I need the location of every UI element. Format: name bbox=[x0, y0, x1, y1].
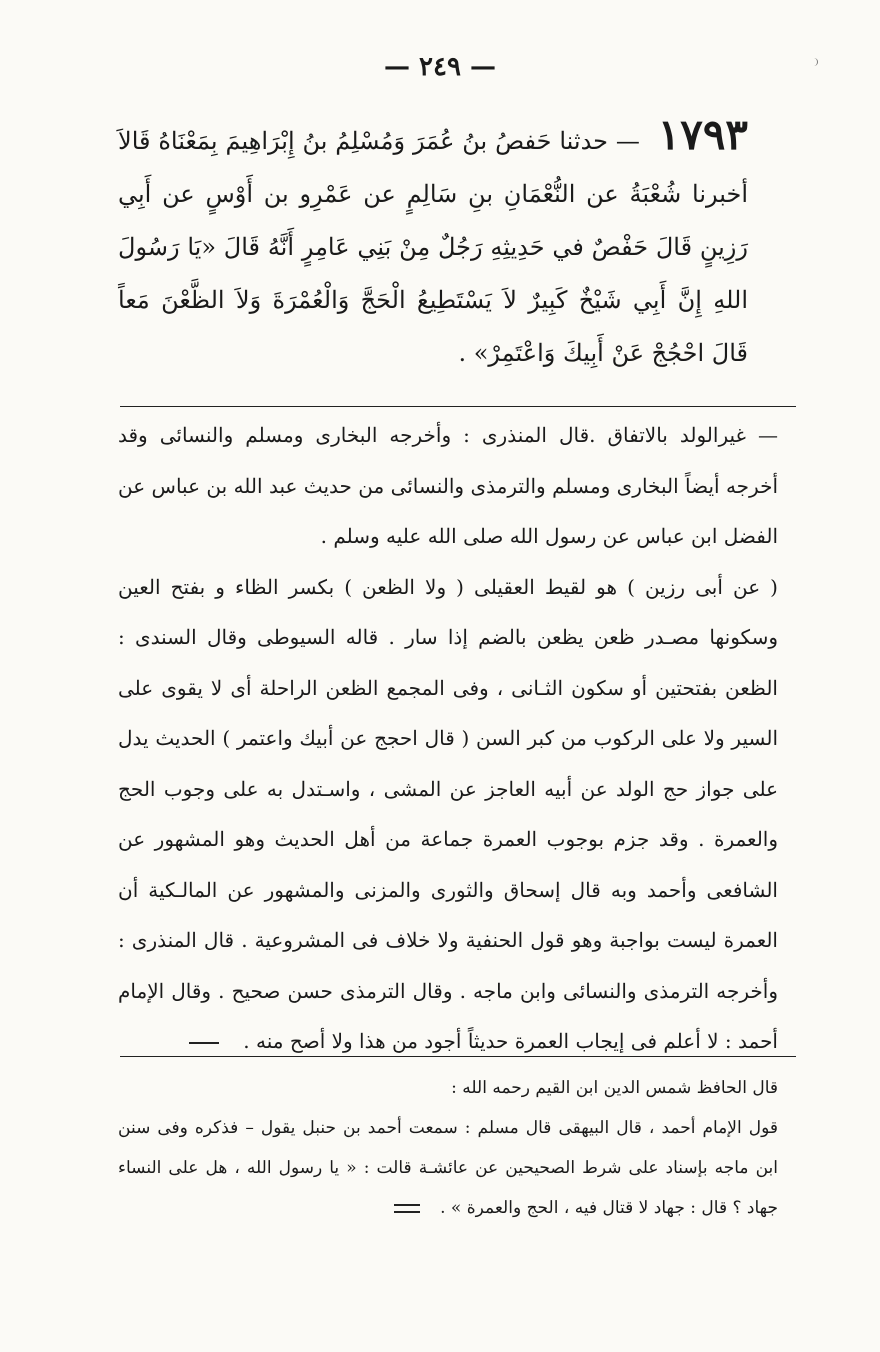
commentary-block bbox=[118, 410, 778, 1067]
end-double-rule bbox=[394, 1204, 420, 1213]
commentary-paragraph-2-text: ( عن أبى رزين ) هو لقيط العقيلى ( ولا الظعن ) بكسر الظاء و بفتح العين وسكونها مصـدر ظعن يظعن بالضم إذا سار . قاله السيوطى وقال السندى : الظعن بفتحتين أو سكون الثـانى ، وفى المجمع الظعن الراحلة أى لا يقوى على السير ولا على الركوب من كبر السن ( قال احجج عن أبيك واعتمر ) الحديث يدل على جواز حج الولد عن أبيه العاجز عن المشى ، واسـتدل به على وجوب الحج والعمرة . وقد جزم بوجوب العمرة جماعة من أهل الحديث وهو المشهور عن الشافعى وأحمد وبه قال إسحاق والثورى والمزنى والمشهور عن المالـكية أن العمرة ليست بواجبة وهو قول الحنفية ولا خلاف فى المشروعية . قال المنذرى : وأخرجه الترمذى والنسائى وابن ماجه . وقال الترمذى حسن صحيح . وقال الإمام أحمد : لا أعلم فى إيجاب العمرة حديثاً أجود من هذا ولا أصح منه . bbox=[118, 574, 778, 1053]
separator-rule-bottom bbox=[120, 1056, 796, 1057]
hadith-text: — حدثنا حَفصُ بنُ عُمَرَ وَمُسْلِمُ بنُ إِبْرَاهِيمَ بِمَعْنَاهُ قَالاَ أخبرنا شُعْبَةُ عن النُّعْمَانِ بنِ سَالِمٍ عن عَمْرِو بن أَوْسٍ عن أَبِي رَزِينٍ قَالَ حَفْصٌ في حَدِيثِهِ رَجُلٌ مِنْ بَنِي عَامِرٍ أَنَّهُ قَالَ «يَا رَسُولَ اللهِ إِنَّ أَبِي شَيْخٌ كَبِيرٌ لاَ يَسْتَطِيعُ الْحَجَّ وَالْعُمْرَةَ وَلاَ الظَّعْنَ مَعاً قَالَ احْجُجْ عَنْ أَبِيكَ وَاعْتَمِرْ» . bbox=[118, 127, 748, 367]
separator-rule-top bbox=[120, 406, 796, 407]
commentary-paragraph-1: — غيرالولد بالاتفاق .قال المنذرى : وأخرجه البخارى ومسلم والنسائى وقد أخرجه أيضاً البخارى ومسلم والترمذى والنسائى من حديث عبد الله بن عباس عن الفضل ابن عباس عن رسول الله صلى الله عليه وسلم . bbox=[118, 423, 778, 548]
hadith-block bbox=[118, 108, 748, 380]
addendum-paragraph-text: قول الإمام أحمد ، قال البيهقى قال مسلم : سمعت أحمد بن حنبل يقول – فذكره وفى سنن ابن ماجه بإسناد على شرط الصحيحين عن عائشـة قالت : « يا رسول الله ، هل على النساء جهاد ؟ قال : جهاد لا قتال فيه ، الحج والعمرة » . bbox=[118, 1118, 778, 1218]
page-number: — ٢٤٩ — bbox=[383, 52, 497, 82]
commentary-paragraph-2 bbox=[118, 562, 778, 1067]
end-dash bbox=[189, 1042, 219, 1044]
addendum-block bbox=[118, 1068, 778, 1228]
hadith-number: ١٧٩٣ bbox=[657, 110, 748, 159]
addendum-heading: قال الحافظ شمس الدين ابن القيم رحمه الله : bbox=[451, 1078, 778, 1098]
addendum-paragraph bbox=[118, 1108, 778, 1228]
